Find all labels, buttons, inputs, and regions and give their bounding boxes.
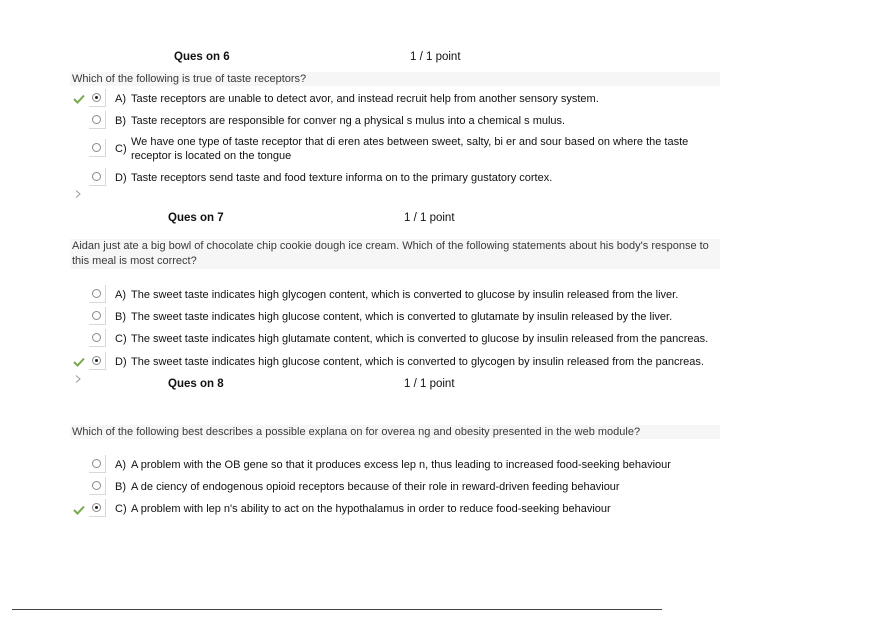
- option-letter: C): [115, 503, 127, 515]
- question-7-points: 1 / 1 point: [404, 212, 455, 224]
- question-6-points: 1 / 1 point: [410, 51, 461, 63]
- question-8-points: 1 / 1 point: [404, 378, 455, 390]
- option-letter: A): [115, 93, 126, 105]
- option-text: A de ciency of endogenous opioid receptors because of their role in reward-driven feeding behaviour: [131, 481, 620, 493]
- option-text: The sweet taste indicates high glycogen content, which is converted to glucose by insulin released from the liver.: [131, 289, 679, 301]
- chevron-right-icon[interactable]: [75, 375, 81, 383]
- option-letter: D): [115, 356, 127, 368]
- radio-button[interactable]: [92, 115, 101, 124]
- option-text: Taste receptors are unable to detect avor, and instead recruit help from another sensory system.: [131, 93, 599, 105]
- radio-button[interactable]: [92, 356, 101, 365]
- option-text: The sweet taste indicates high glucose content, which is converted to glutamate by insulin released by the liver.: [131, 311, 673, 323]
- option-text-line2: receptor is located on the tongue: [131, 150, 292, 162]
- radio-button[interactable]: [92, 172, 101, 181]
- question-6-prompt: Which of the following is true of taste receptors?: [70, 72, 720, 86]
- question-8-prompt: Which of the following best describes a possible explana on for overea ng and obesity presented in the web module?: [70, 425, 720, 439]
- option-text: Taste receptors send taste and food texture informa on to the primary gustatory cortex.: [131, 172, 553, 184]
- checkmark-icon: [73, 357, 85, 367]
- option-text: The sweet taste indicates high glutamate content, which is converted to glucose by insulin released from the pancreas.: [131, 333, 709, 345]
- option-letter: B): [115, 311, 126, 323]
- option-letter: B): [115, 115, 126, 127]
- radio-button[interactable]: [92, 143, 101, 152]
- option-letter: C): [115, 333, 127, 345]
- option-text: A problem with lep n's ability to act on the hypothalamus in order to reduce food-seeking behaviour: [131, 503, 611, 515]
- radio-button[interactable]: [92, 93, 101, 102]
- radio-button[interactable]: [92, 481, 101, 490]
- option-letter: B): [115, 481, 126, 493]
- question-7-prompt-line2: this meal is most correct?: [72, 255, 197, 267]
- checkmark-icon: [73, 505, 85, 515]
- radio-button[interactable]: [92, 503, 101, 512]
- checkmark-icon: [73, 94, 85, 104]
- question-6-header: Ques on 6: [174, 51, 230, 63]
- radio-button[interactable]: [92, 311, 101, 320]
- option-text: Taste receptors are responsible for conver ng a physical s mulus into a chemical s mulus.: [131, 115, 566, 127]
- option-text-line1: We have one type of taste receptor that di eren ates between sweet, salty, bi er and sour based on where the taste: [131, 136, 689, 148]
- chevron-right-icon[interactable]: [75, 190, 81, 198]
- radio-button[interactable]: [92, 289, 101, 298]
- question-7-prompt: [70, 239, 720, 269]
- option-text: A problem with the OB gene so that it produces excess lep n, thus leading to increased food-seeking behaviour: [131, 459, 671, 471]
- option-letter: C): [115, 143, 127, 155]
- radio-button[interactable]: [92, 333, 101, 342]
- option-text: The sweet taste indicates high glucose content, which is converted to glycogen by insulin released from the pancreas.: [131, 356, 704, 368]
- question-7-prompt-line1: Aidan just ate a big bowl of chocolate chip cookie dough ice cream. Which of the following statements about his body's response to: [72, 240, 709, 252]
- question-7-header: Ques on 7: [168, 212, 224, 224]
- option-letter: A): [115, 459, 126, 471]
- footer-divider: [12, 609, 662, 610]
- option-letter: D): [115, 172, 127, 184]
- question-8-header: Ques on 8: [168, 378, 224, 390]
- radio-button[interactable]: [92, 459, 101, 468]
- option-letter: A): [115, 289, 126, 301]
